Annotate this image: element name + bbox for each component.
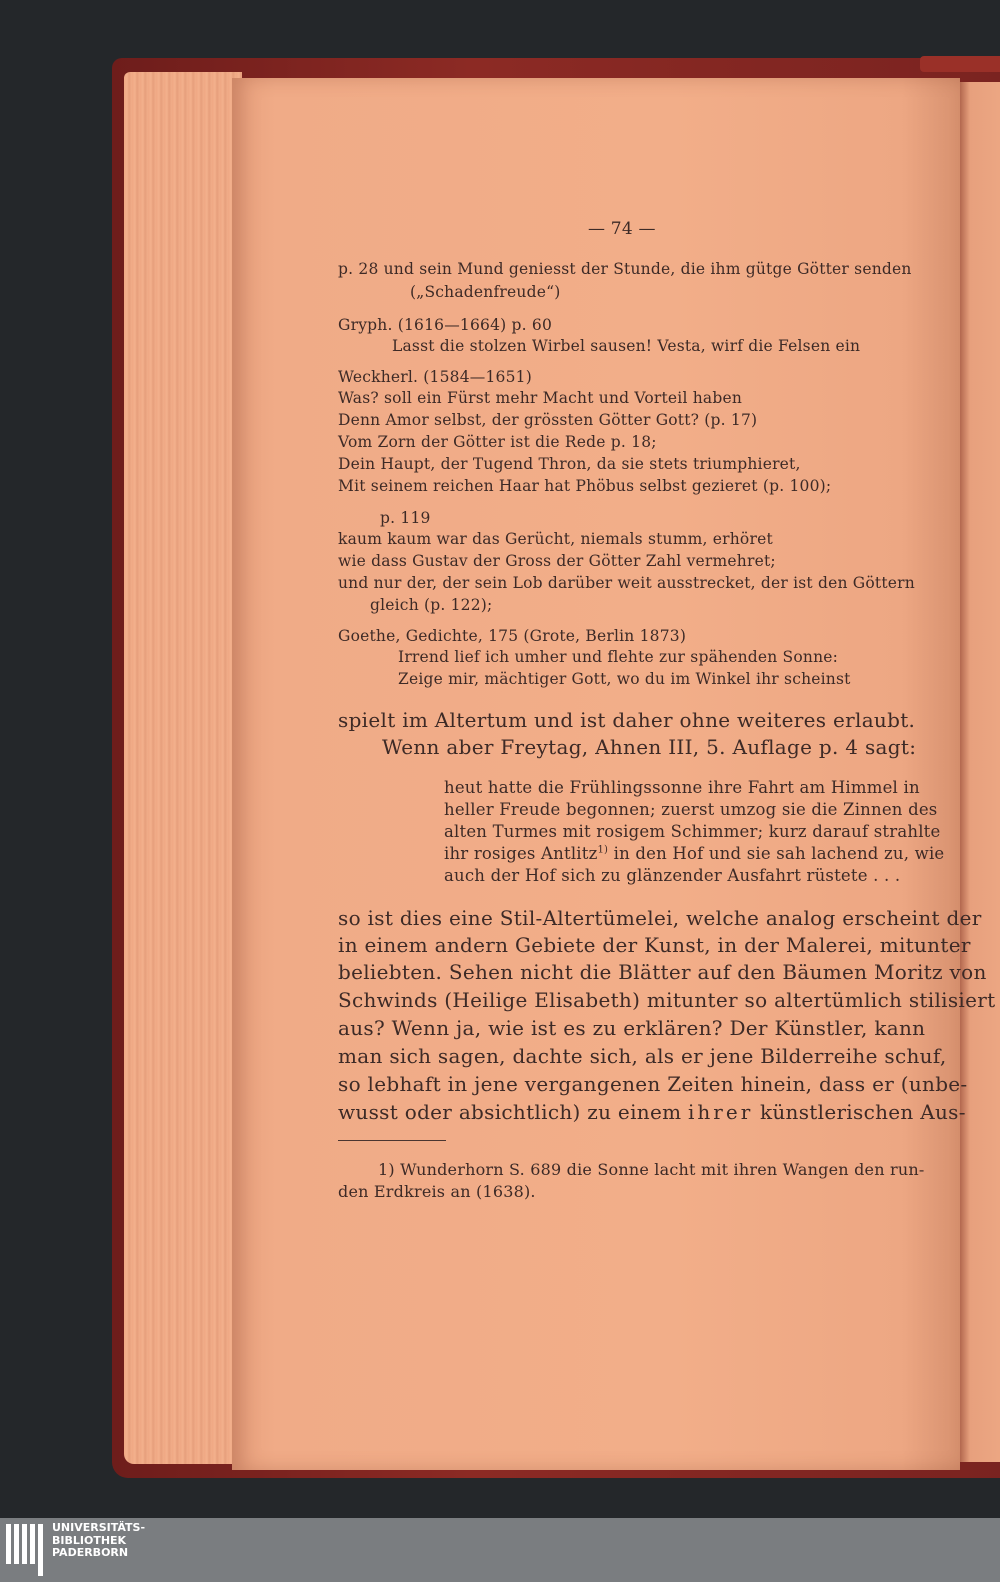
body-line: man sich sagen, dachte sich, als er jene Bilderreihe schuf, [338, 1044, 947, 1068]
citation-line: Was? soll ein Fürst mehr Macht und Vorteil haben [338, 389, 743, 407]
quote-line: heut hatte die Frühlingssonne ihre Fahrt am Himmel in [444, 778, 920, 797]
citation-line: („Schadenfreude“) [410, 283, 561, 301]
citation-line: Dein Haupt, der Tugend Thron, da sie stets triumphieret, [338, 455, 801, 473]
spaced-word: ihrer [688, 1100, 754, 1124]
body-line: spielt im Altertum und ist daher ohne weiteres erlaubt. [338, 708, 916, 732]
citation-line: Vom Zorn der Götter ist die Rede p. 18; [338, 433, 657, 451]
body-line: in einem andern Gebiete der Kunst, in der Malerei, mitunter [338, 933, 971, 957]
citation-line: und nur der, der sein Lob darüber weit ausstrecket, der ist den Göttern [338, 574, 915, 592]
book-page [232, 78, 960, 1470]
library-name [52, 1522, 145, 1560]
cover-edge [920, 56, 1000, 72]
quote-text: in den Hof und sie sah lachend zu, wie [608, 844, 945, 863]
body-text: künstlerischen Aus- [759, 1100, 966, 1124]
citation-line: wie dass Gustav der Gross der Götter Zahl vermehret; [338, 552, 776, 570]
body-line: beliebten. Sehen nicht die Blätter auf den Bäumen Moritz von [338, 960, 987, 984]
quote-line [444, 844, 944, 863]
citation-line: kaum kaum war das Gerücht, niemals stumm, erhöret [338, 530, 773, 548]
citation-line: Mit seinem reichen Haar hat Phöbus selbst gezieret (p. 100); [338, 477, 832, 495]
body-line: so ist dies eine Stil-Altertümelei, welche analog erscheint der [338, 906, 982, 930]
citation-line: Denn Amor selbst, der grössten Götter Gott? (p. 17) [338, 411, 758, 429]
library-footer [0, 1518, 1000, 1582]
body-line: Schwinds (Heilige Elisabeth) mitunter so altertümlich stilisiert [338, 988, 996, 1012]
quote-line: heller Freude begonnen; zuerst umzog sie die Zinnen des [444, 800, 938, 819]
footnote-line: den Erdkreis an (1638). [338, 1182, 536, 1201]
library-logo-icon [6, 1524, 46, 1576]
library-name-line: PADERBORN [52, 1546, 129, 1559]
citation-line: Irrend lief ich umher und flehte zur spähenden Sonne: [398, 648, 839, 666]
library-name-line: UNIVERSITÄTS- [52, 1521, 146, 1534]
library-name-line: BIBLIOTHEK [52, 1533, 127, 1547]
quote-line: alten Turmes mit rosigem Schimmer; kurz darauf strahlte [444, 822, 941, 841]
citation-line: Gryph. (1616—1664) p. 60 [338, 316, 553, 334]
citation-line: p. 28 und sein Mund geniesst der Stunde, die ihm gütge Götter senden [338, 260, 912, 278]
quote-text: ihr rosiges Antlitz [444, 844, 598, 863]
page-number: — 74 — [588, 219, 656, 239]
footnote-rule [338, 1140, 446, 1141]
facing-page-edge [958, 82, 1000, 1462]
body-line: so lebhaft in jene vergangenen Zeiten hinein, dass er (unbe- [338, 1072, 968, 1096]
footnote-marker: 1) [597, 844, 609, 856]
body-line [338, 1100, 966, 1124]
footnote-line: 1) Wunderhorn S. 689 die Sonne lacht mit ihren Wangen den run- [378, 1160, 925, 1179]
citation-line: Zeige mir, mächtiger Gott, wo du im Winkel ihr scheinst [398, 670, 851, 688]
citation-line: Lasst die stolzen Wirbel sausen! Vesta, wirf die Felsen ein [392, 337, 861, 355]
page-stack [124, 72, 242, 1464]
body-line: Wenn aber Freytag, Ahnen III, 5. Auflage p. 4 sagt: [382, 735, 917, 759]
body-line: aus? Wenn ja, wie ist es zu erklären? Der Künstler, kann [338, 1016, 926, 1040]
quote-line: auch der Hof sich zu glänzender Ausfahrt rüstete . . . [444, 866, 901, 885]
citation-line: p. 119 [380, 509, 431, 527]
citation-line: gleich (p. 122); [370, 596, 493, 614]
citation-line: Goethe, Gedichte, 175 (Grote, Berlin 1873) [338, 627, 687, 645]
body-text: wusst oder absichtlich) zu einem [338, 1100, 682, 1124]
citation-line: Weckherl. (1584—1651) [338, 368, 532, 386]
